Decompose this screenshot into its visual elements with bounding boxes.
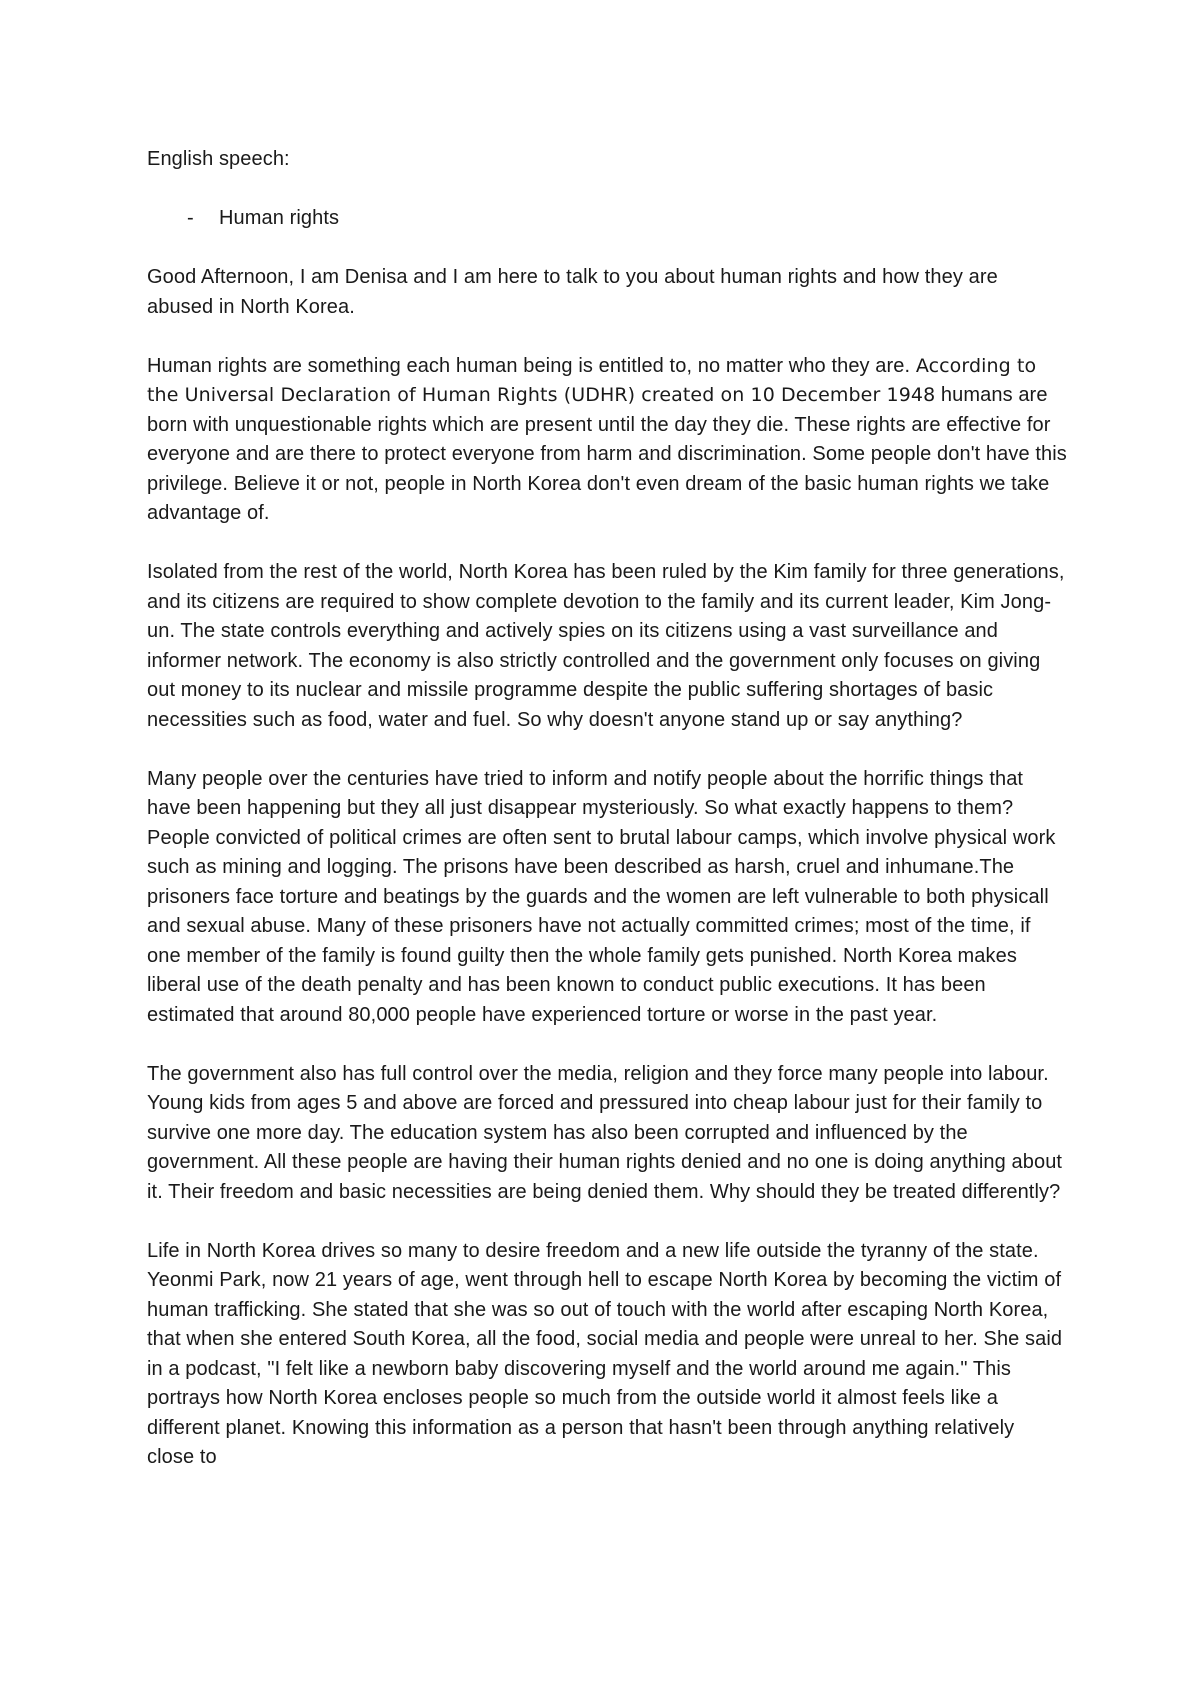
- intro-paragraph: Good Afternoon, I am Denisa and I am here to talk to you about human rights and how they are abused in North Korea.: [147, 266, 998, 318]
- document-body: [147, 145, 1067, 1502]
- paragraph-government-control: The government also has full control over the media, religion and they force many people into labour. Young kids from ages 5 and above are forced and pressured into cheap labour just for their family to survive one more day. The education system has also been corrupted and influenced by the government. All these people are having their human rights denied and no one is doing anything about it. Their freedom and basic necessities are being denied them. Why should they be treated differently?: [147, 1062, 1063, 1203]
- udhr-reference: According to the Universal Declaration of Human Rights (UDHR) created on 10 December 1948: [147, 354, 1037, 406]
- document-title: English speech:: [147, 148, 290, 170]
- paragraph-labour-camps: Many people over the centuries have tried to inform and notify people about the horrific things that have been happening but they all just disappear mysteriously. So what exactly happens to them? People convicted of political crimes are often sent to brutal labour camps, which involve physical work such as mining and logging. The prisons have been described as harsh, cruel and inhumane.The prisoners face torture and beatings by the guards and the women are left vulnerable to both physicall and sexual abuse. Many of these prisoners have not actually committed crimes; most of the time, if one member of the family is found guilty then the whole family gets punished. North Korea makes liberal use of the death penalty and has been known to conduct public executions. It has been estimated that around 80,000 people have experienced torture or worse in the past year.: [147, 767, 1056, 1026]
- paragraph-isolation: Isolated from the rest of the world, North Korea has been ruled by the Kim family for three generations, and its citizens are required to show complete devotion to the family and its current leader, Kim Jong-un. The state controls everything and actively spies on its citizens using a vast surveillance and informer network. The economy is also strictly controlled and the government only focuses on giving out money to its nuclear and missile programme despite the public suffering shortages of basic necessities such as food, water and fuel. So why doesn't anyone stand up or say anything?: [147, 561, 1065, 731]
- paragraph-human-rights-lead: Human rights are something each human being is entitled to, no matter who they are.: [147, 354, 916, 377]
- topic-list-item: [147, 204, 1067, 234]
- paragraph-yeonmi-park: Life in North Korea drives so many to desire freedom and a new life outside the tyranny of the state. Yeonmi Park, now 21 years of age, went through hell to escape North Korea by becoming the victim of human trafficking. She stated that she was so out of touch with the world after escaping North Korea, that when she entered South Korea, all the food, social media and people were unreal to her. She said in a podcast, "I felt like a newborn baby discovering myself and the world around me again." This portrays how North Korea encloses people so much from the outside world it almost feels like a different planet. Knowing this information as a person that hasn't been through anything relatively close to: [147, 1239, 1063, 1468]
- dash-marker: -: [187, 207, 194, 229]
- paragraph-human-rights: [147, 352, 1067, 529]
- paragraph-human-rights-rest: humans are born with unquestionable rights which are present until the day they die. These rights are effective for everyone and are there to protect everyone from harm and discrimination. Some people don't have this privilege. Believe it or not, people in North Korea don't even dream of the basic human rights we take advantage of.: [147, 384, 1067, 524]
- topic-label: Human rights: [219, 207, 340, 229]
- topic-list: [147, 204, 1067, 234]
